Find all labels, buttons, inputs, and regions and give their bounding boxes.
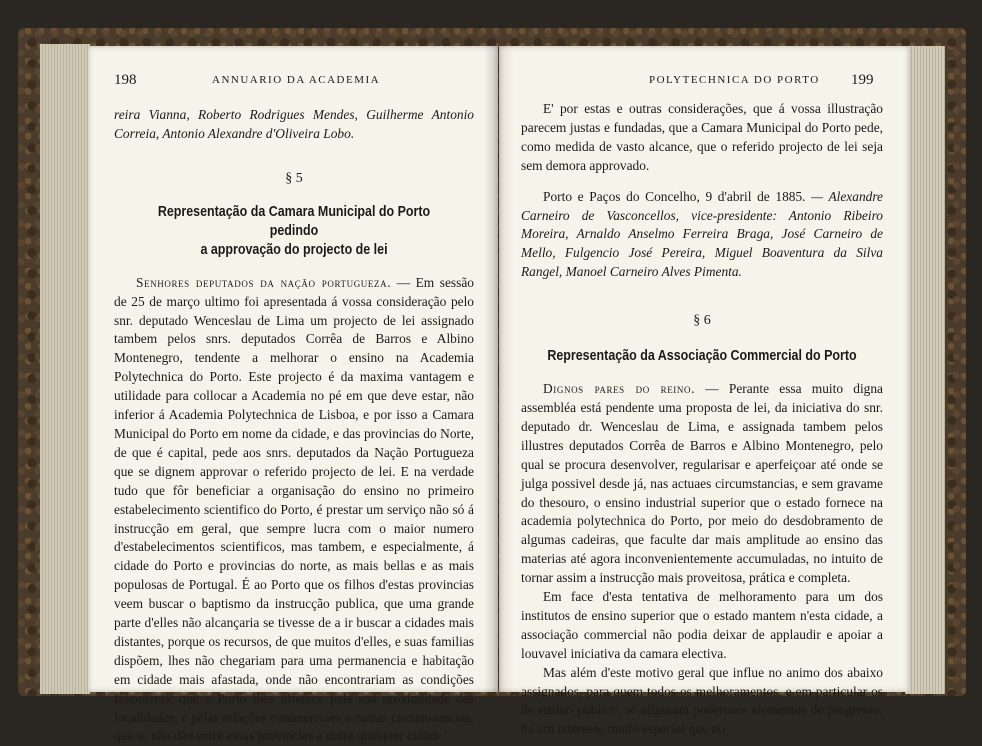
- right-page: [499, 46, 909, 737]
- signoff-place-date: Porto e Paços do Concelho, 9 d'abril de 1885.: [543, 188, 806, 204]
- running-head-left: ANNUARIO DA ACADEMIA: [212, 74, 381, 86]
- salutation-deputados: Senhores deputados da nação portugueza.: [136, 274, 392, 290]
- section-5-body-text: — Em sessão de 25 de março ultimo foi apresentada á vossa consideração pelo snr. deputado Wenceslau de Lima um projecto de lei assignado tambem pelos snrs. deputados Corrêa de Barros e Albino Montenegro, tendente a melhorar o ensino na Academia Polytechnica do Porto. Este projecto é da maxima vantagem e utilidade para collocar a Academia no pé em que deve estar, não inferior á Academia Polytechnica de Lisboa, e por isso a Camara Municipal do Porto em nome da cidade, e das provincias do Norte, de que é capital, pede aos snrs. deputados da Nação Portugueza que se dignem approvar o referido projecto de lei. E na verdade tudo que fôr beneficiar a organisação do ensino no primeiro estabelecimento scientifico do Porto, é prestar um serviço não só á instrucção em geral, que sempre lucra com o maior numero d'estabelecimentos scientificos, mas tambem, e especialmente, á cidade do Porto e provincias do norte, as mais bellas e as mais populosas de Portugal. É ao Porto que os filhos d'estas provincias veem buscar o baptismo da instrucção publica, que uma grande parte d'elles não alcançaria se tivesse de a ir buscar a cidades mais distantes, porque os recursos, de que muitos d'elles, e suas familias dispõem, lhes não chegariam para uma permanencia e habitação em cidade mais afastada, onde não encontrariam as condições favoraveis, que o Porto lhes offerece pela sua proximidade das localidades, e pelas relações commerciaes e outras circumstancias, que se não dão entre essas provincias e outra qualquer cidade.: [114, 274, 474, 744]
- left-text-block: [114, 106, 474, 746]
- section-6-heading: Representação da Associação Commercial do Porto: [547, 348, 857, 365]
- section-5-body: [114, 274, 474, 746]
- closing-paragraph: E' por estas e outras considerações, que á vossa illustração parecem justas e fundadas, que a Camara Municipal do Porto pede, como medida de vasto alcance, que o referido projecto de lei seja sem demora approvado.: [521, 101, 883, 173]
- right-text-block: [521, 100, 883, 739]
- section-5-heading-line1: Representação da Camara Municipal do Porto pedindo: [157, 203, 431, 239]
- section-mark-5: § 5: [285, 170, 303, 186]
- signoff-names: — Alexandre Carneiro de Vasconcellos, vice-presidente: Antonio Ribeiro Moreira, Arnaldo Anselmo Ferreira Braga, José Carneiro de Mello, Fulgencio José Pereira, Miguel Boaventura da Silva Rangel, Manoel Carneiro Alves Pimenta.: [521, 188, 883, 280]
- continuation-names: reira Vianna, Roberto Rodrigues Mendes, Guilherme Antonio Correia, Antonio Alexandre d'Oliveira Lobo.: [114, 107, 474, 141]
- page-edges-right: [905, 46, 945, 694]
- section-6-para3: Mas além d'este motivo geral que influe no animo dos abaixo assignados, para quem todos os melhoramentos, e em particular os de ensino publico, se afiguram poderosos elementos de progresso, ha um interesse muito especial que no: [521, 664, 883, 737]
- section-5-heading-line2: a approvação do projecto de lei: [200, 241, 388, 258]
- page-number-left: 198: [114, 72, 137, 88]
- running-head-right: POLYTECHNICA DO PORTO: [649, 74, 820, 86]
- page-edges-left: [40, 44, 90, 694]
- section-6-para2: Em face d'esta tentativa de melhoramento para um dos institutos de ensino superior que o estado mantem n'esta cidade, a associação commercial não podia deixar de applaudir e apoiar a louvavel iniciativa da camara electiva.: [521, 589, 883, 661]
- page-number-right: 199: [851, 72, 874, 88]
- salutation-pares: Dignos pares do reino.: [543, 381, 696, 397]
- signoff: [521, 188, 883, 283]
- left-page: [88, 46, 498, 744]
- section-6-para1-text: — Perante essa muito digna assembléa está pendente uma proposta de lei, da iniciativa do snr. deputado dr. Wenceslau de Lima, e assignada tambem pelos illustres deputados Corrêa de Barros e Albino Montenegro, pelo qual se procura desenvolver, regularisar e aperfeiçoar até onde se julga possivel desde já, nas actuaes circumstancias, e sem gravame do thesouro, o ensino industrial superior que o estado fornece na academia polytechnica do Porto, por meio do desdobramento de algumas cadeiras, que faculte dar mais amplitude ao ensino das materias até agora inconvenientemente accumuladas, no intuito de tornar assim a instrucção mais proveitosa, prática e completa.: [521, 381, 883, 586]
- section-6-para1: [521, 380, 883, 588]
- section-mark-6: § 6: [693, 313, 711, 329]
